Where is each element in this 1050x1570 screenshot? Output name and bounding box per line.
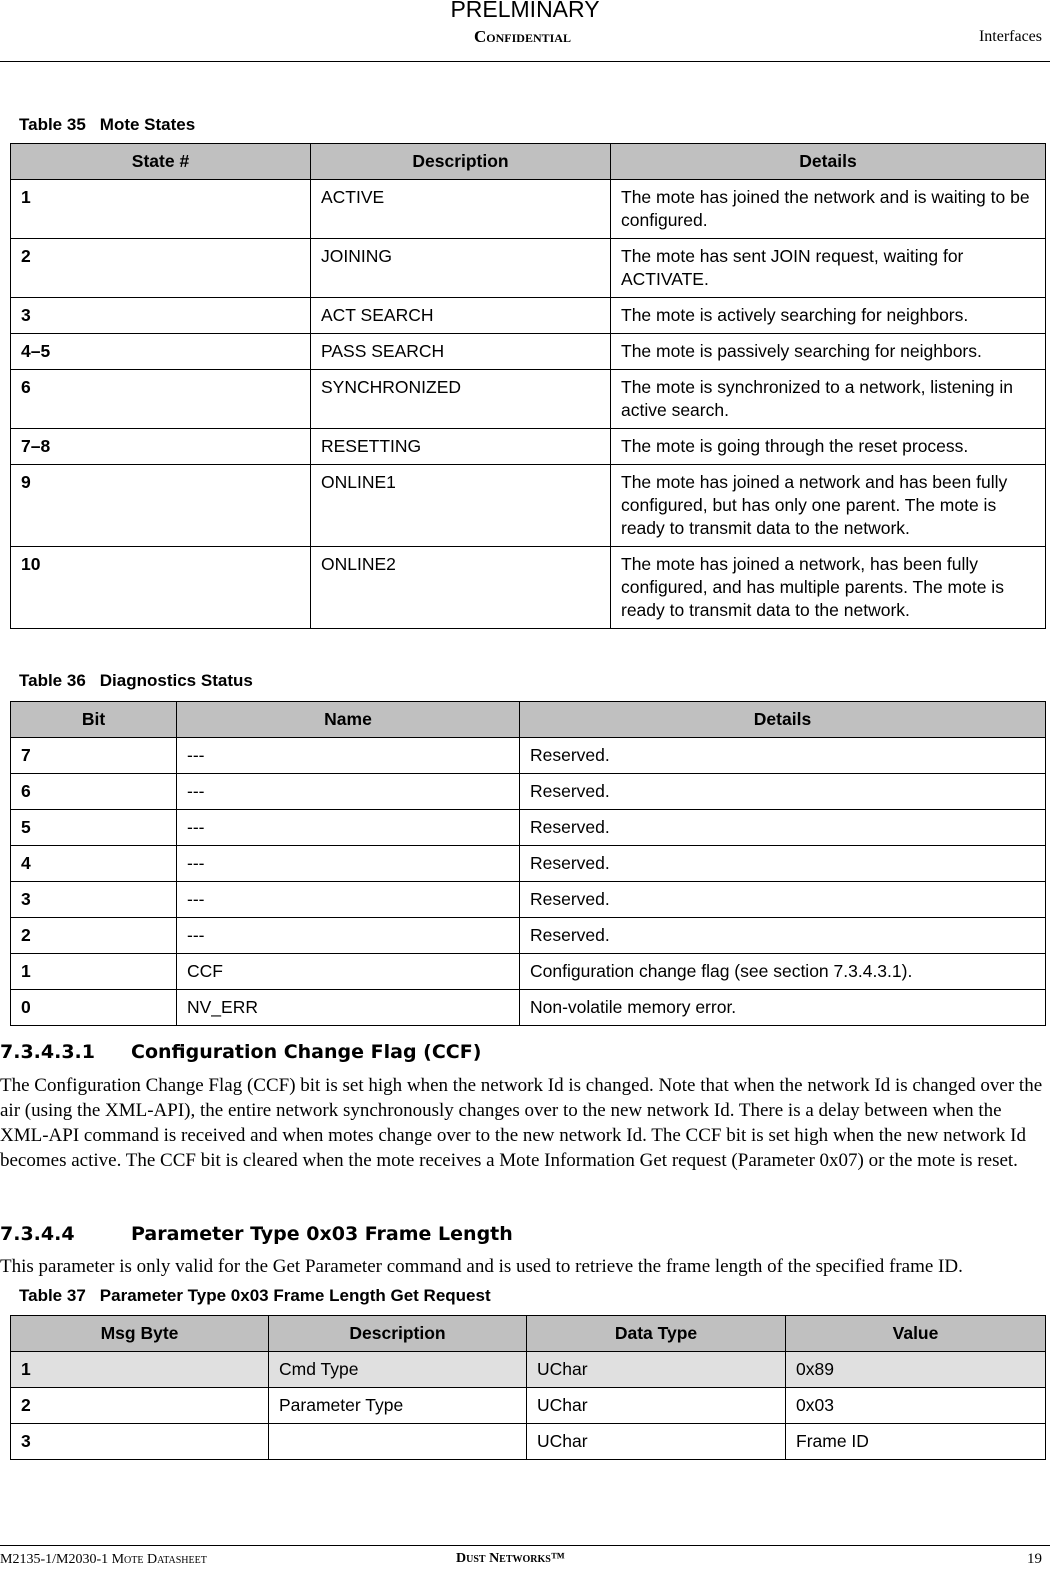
section-name: Interfaces <box>978 28 1042 45</box>
column-header: Value <box>786 1316 1046 1352</box>
footer-doc-title: M2135-1/M2030-1 Mote Datasheet <box>0 1552 207 1567</box>
table-cell: UChar <box>527 1352 786 1388</box>
table-cell: The mote has joined a network, has been fully configured, and has multiple parents. The mote is ready to transmit data to the network. <box>611 547 1046 629</box>
section-heading-ccf <box>0 1041 482 1063</box>
table-header-row <box>11 144 1046 180</box>
table-cell: 1 <box>11 180 311 239</box>
table-row <box>11 334 1046 370</box>
column-header: State # <box>11 144 311 180</box>
table-35-caption <box>19 115 195 135</box>
table-row <box>11 738 1046 774</box>
table-cell: The mote is synchronized to a network, listening in active search. <box>611 370 1046 429</box>
table-cell: The mote has joined the network and is waiting to be configured. <box>611 180 1046 239</box>
section-title: Parameter Type 0x03 Frame Length <box>131 1223 513 1245</box>
table-37-caption <box>19 1286 491 1306</box>
column-header: Data Type <box>527 1316 786 1352</box>
table-cell: ONLINE1 <box>311 465 611 547</box>
section-heading-frame-length <box>0 1223 513 1245</box>
frame-length-request-table <box>10 1315 1046 1460</box>
confidential-label: Confidential <box>474 27 571 46</box>
table-cell: 5 <box>11 810 177 846</box>
table-cell: 7–8 <box>11 429 311 465</box>
table-cell: The mote is actively searching for neighbors. <box>611 298 1046 334</box>
table-cell: Parameter Type <box>269 1388 527 1424</box>
table-cell: Reserved. <box>520 882 1046 918</box>
column-header: Name <box>177 702 520 738</box>
table-cell: 2 <box>11 1388 269 1424</box>
column-header: Details <box>520 702 1046 738</box>
table-row <box>11 370 1046 429</box>
table-cell: 0x03 <box>786 1388 1046 1424</box>
table-cell: 4–5 <box>11 334 311 370</box>
table-cell: The mote has joined a network and has been fully configured, but has only one parent. The mote is ready to transmit data to the network. <box>611 465 1046 547</box>
table-cell: 0x89 <box>786 1352 1046 1388</box>
caption-number: Table 35 <box>19 115 86 134</box>
table-row <box>11 1424 1046 1460</box>
table-cell: 3 <box>11 1424 269 1460</box>
column-header: Description <box>269 1316 527 1352</box>
table-cell: --- <box>177 846 520 882</box>
table-cell: UChar <box>527 1424 786 1460</box>
table-cell: 6 <box>11 370 311 429</box>
section-number: 7.3.4.3.1 <box>0 1041 95 1063</box>
table-cell: Reserved. <box>520 918 1046 954</box>
caption-title: Diagnostics Status <box>99 671 253 690</box>
caption-number: Table 36 <box>19 671 86 690</box>
column-header: Bit <box>11 702 177 738</box>
table-row <box>11 239 1046 298</box>
table-row <box>11 1352 1046 1388</box>
table-cell: --- <box>177 810 520 846</box>
table-cell: 1 <box>11 954 177 990</box>
table-cell: 0 <box>11 990 177 1026</box>
table-row <box>11 774 1046 810</box>
table-cell: 4 <box>11 846 177 882</box>
table-cell: 6 <box>11 774 177 810</box>
frame-length-paragraph: This parameter is only valid for the Get Parameter command and is used to retrieve the frame length of the specified frame ID. <box>0 1256 963 1277</box>
table-row <box>11 846 1046 882</box>
table-row <box>11 882 1046 918</box>
column-header: Description <box>311 144 611 180</box>
header-rule <box>0 61 1050 62</box>
table-header-row <box>11 1316 1046 1352</box>
column-header: Msg Byte <box>11 1316 269 1352</box>
diagnostics-status-table <box>10 701 1046 1026</box>
table-cell: JOINING <box>311 239 611 298</box>
table-cell: --- <box>177 738 520 774</box>
table-cell: PASS SEARCH <box>311 334 611 370</box>
table-cell: 3 <box>11 882 177 918</box>
table-36-caption <box>19 671 253 691</box>
table-cell: NV_ERR <box>177 990 520 1026</box>
table-cell: The mote is going through the reset process. <box>611 429 1046 465</box>
table-row <box>11 918 1046 954</box>
table-cell: Cmd Type <box>269 1352 527 1388</box>
table-cell: 9 <box>11 465 311 547</box>
table-cell: ACTIVE <box>311 180 611 239</box>
table-cell: 3 <box>11 298 311 334</box>
table-cell: Reserved. <box>520 846 1046 882</box>
table-cell: Non-volatile memory error. <box>520 990 1046 1026</box>
table-row <box>11 298 1046 334</box>
table-row <box>11 465 1046 547</box>
caption-number: Table 37 <box>19 1286 86 1305</box>
table-row <box>11 180 1046 239</box>
table-cell: UChar <box>527 1388 786 1424</box>
table-cell: Reserved. <box>520 774 1046 810</box>
section-number: 7.3.4.4 <box>0 1223 75 1245</box>
table-cell: Reserved. <box>520 738 1046 774</box>
table-cell: SYNCHRONIZED <box>311 370 611 429</box>
table-cell: Frame ID <box>786 1424 1046 1460</box>
table-cell: RESETTING <box>311 429 611 465</box>
table-cell: CCF <box>177 954 520 990</box>
table-cell: --- <box>177 918 520 954</box>
table-cell: 1 <box>11 1352 269 1388</box>
table-cell: 10 <box>11 547 311 629</box>
table-cell <box>269 1424 527 1460</box>
table-cell: The mote has sent JOIN request, waiting for ACTIVATE. <box>611 239 1046 298</box>
table-row <box>11 954 1046 990</box>
table-row <box>11 810 1046 846</box>
table-cell: Configuration change flag (see section 7.3.4.3.1). <box>520 954 1046 990</box>
table-cell: Reserved. <box>520 810 1046 846</box>
column-header: Details <box>611 144 1046 180</box>
table-row <box>11 990 1046 1026</box>
table-row <box>11 547 1046 629</box>
page-number: 19 <box>1027 1551 1042 1567</box>
watermark-preliminary: PRELMINARY <box>450 0 600 22</box>
footer-rule <box>0 1545 1050 1546</box>
table-cell: ONLINE2 <box>311 547 611 629</box>
table-header-row <box>11 702 1046 738</box>
table-cell: --- <box>177 774 520 810</box>
ccf-paragraph: The Configuration Change Flag (CCF) bit is set high when the network Id is changed. Note that when the network Id is changed over the air (using the XML-API), the entire network synchronously changes over to the new network Id. There is a delay between when the XML-API command is received and when motes change over to the new network Id. The CCF bit is set high when the new network Id becomes active. The CCF bit is cleared when the mote receives a Mote Information Get request (Parameter 0x07) or the mote is reset. <box>0 1075 1043 1171</box>
table-cell: 2 <box>11 918 177 954</box>
table-cell: --- <box>177 882 520 918</box>
table-cell: The mote is passively searching for neighbors. <box>611 334 1046 370</box>
table-row <box>11 1388 1046 1424</box>
table-cell: 7 <box>11 738 177 774</box>
mote-states-table <box>10 143 1046 629</box>
caption-title: Mote States <box>99 115 196 134</box>
table-row <box>11 429 1046 465</box>
table-cell: ACT SEARCH <box>311 298 611 334</box>
caption-title: Parameter Type 0x03 Frame Length Get Request <box>99 1286 491 1305</box>
footer-company: Dust Networks™ <box>456 1551 565 1566</box>
table-cell: 2 <box>11 239 311 298</box>
section-title: Configuration Change Flag (CCF) <box>131 1041 482 1063</box>
